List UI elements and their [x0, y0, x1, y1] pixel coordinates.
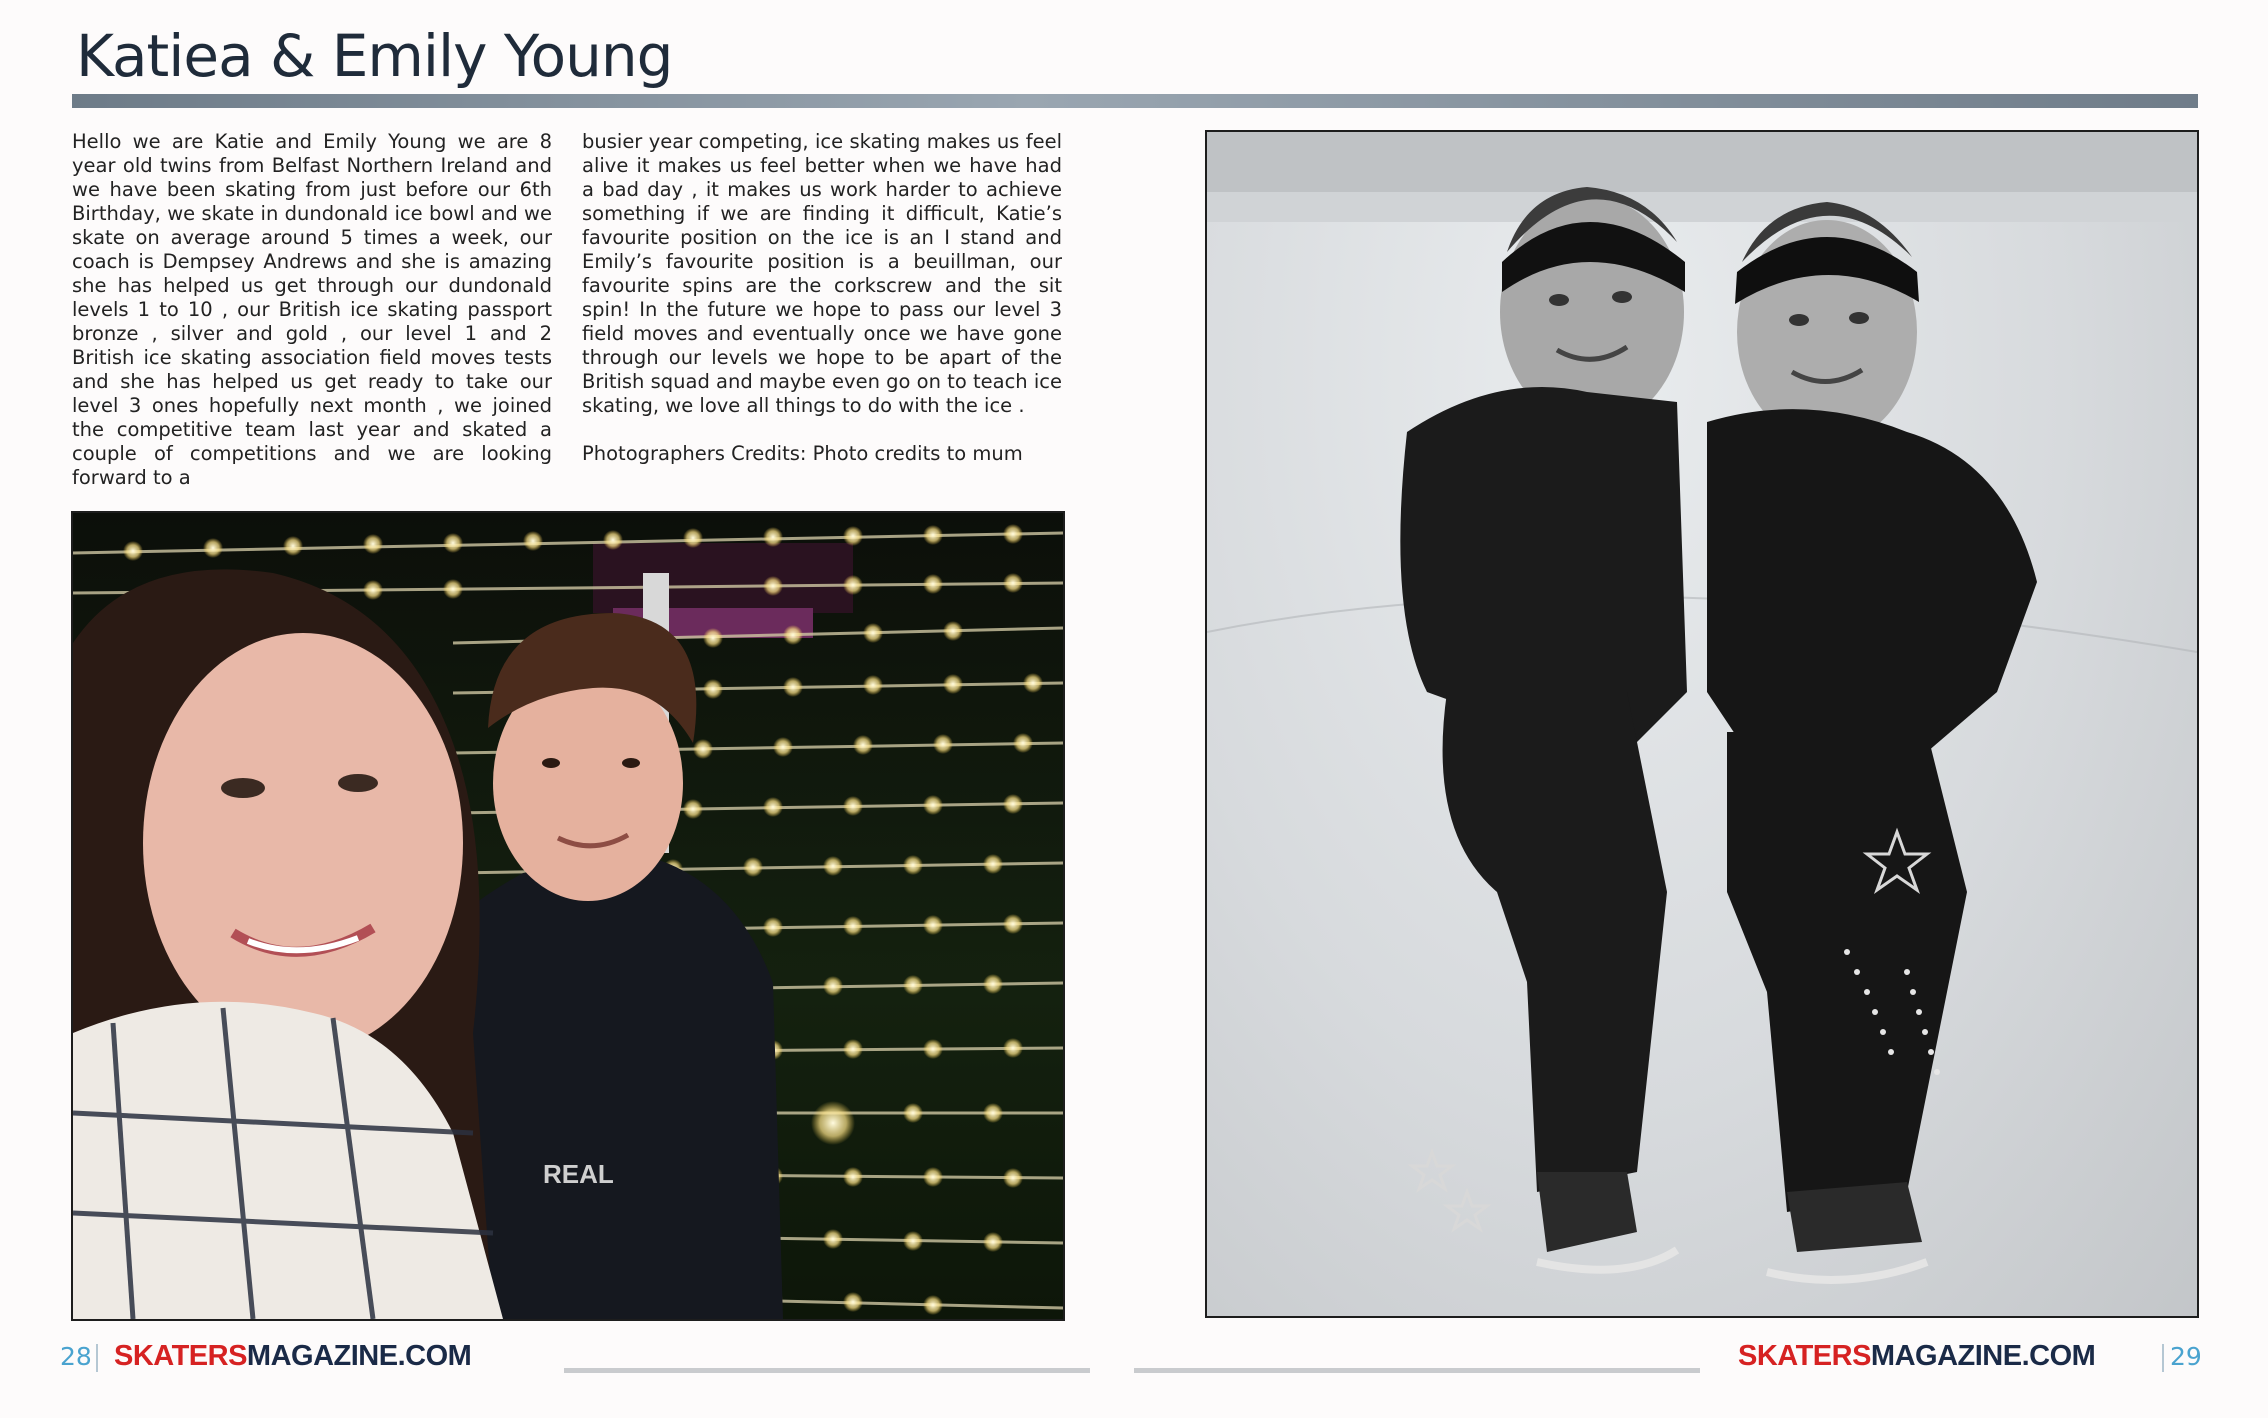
- page-number-left: 28: [60, 1342, 92, 1371]
- footer-separator-right: [2162, 1344, 2164, 1372]
- photo-credits: Photographers Credits: Photo credits to mum: [582, 442, 1023, 465]
- brand-logo-skaters: SKATERS: [114, 1340, 247, 1372]
- brand-logo-skaters: SKATERS: [1738, 1340, 1871, 1372]
- footer-rule-right: [1134, 1368, 1700, 1373]
- brand-logo-right[interactable]: [1738, 1340, 2095, 1373]
- selfie-photo: [71, 511, 1065, 1321]
- title-divider: [72, 94, 2198, 108]
- page-number-right: 29: [2170, 1342, 2202, 1371]
- brand-logo-magazine: MAGAZINE.COM: [1870, 1340, 2096, 1372]
- footer-rule-left: [564, 1368, 1090, 1373]
- twins-photo-illustration: [1207, 132, 2197, 1316]
- footer-separator-left: [96, 1344, 98, 1372]
- article-body-part-1: Hello we are Katie and Emily Young we are 8 year old twins from Belfast Northern Ireland and we have been skating from just before our 6th Birthday, we skate in dundonald ice bowl and we skate on average around 5 times a week, our coach is Dempsey Andrews and she is amazing she has helped us get through our dundonald levels 1 to 10 , our British ice skating passport bronze , silver and gold , our level 1 and 2 British ice skating association field moves tests and she has helped us get ready to take our level 3 ones hopefully next month , we joined the competitive team last year and skated a couple of competitions and we are looking forward to a: [72, 130, 552, 489]
- selfie-photo-illustration: [73, 513, 1063, 1319]
- article-body-part-2: busier year competing, ice skating makes us feel alive it makes us feel better when we have had a bad day , it makes us work harder to achieve something if we are finding it difficult, Katie’s favourite position on the ice is an I stand and Emily’s favourite position is a beuillman, our favourite spins are the corkscrew and the sit spin! In the future we hope to pass our level 3 field moves and eventually once we have gone through our levels we hope to be apart of the British squad and maybe even go on to teach ice skating, we love all things to do with the ice .: [582, 130, 1062, 417]
- hoodie-print: REAL: [543, 1159, 614, 1189]
- article-title: Katiea & Emily Young: [76, 22, 673, 90]
- article-column-2: [582, 130, 1062, 466]
- article-column-1: [72, 130, 552, 490]
- brand-logo-magazine: MAGAZINE.COM: [246, 1340, 472, 1372]
- twins-ice-photo: [1205, 130, 2199, 1318]
- brand-logo-left[interactable]: [114, 1340, 471, 1373]
